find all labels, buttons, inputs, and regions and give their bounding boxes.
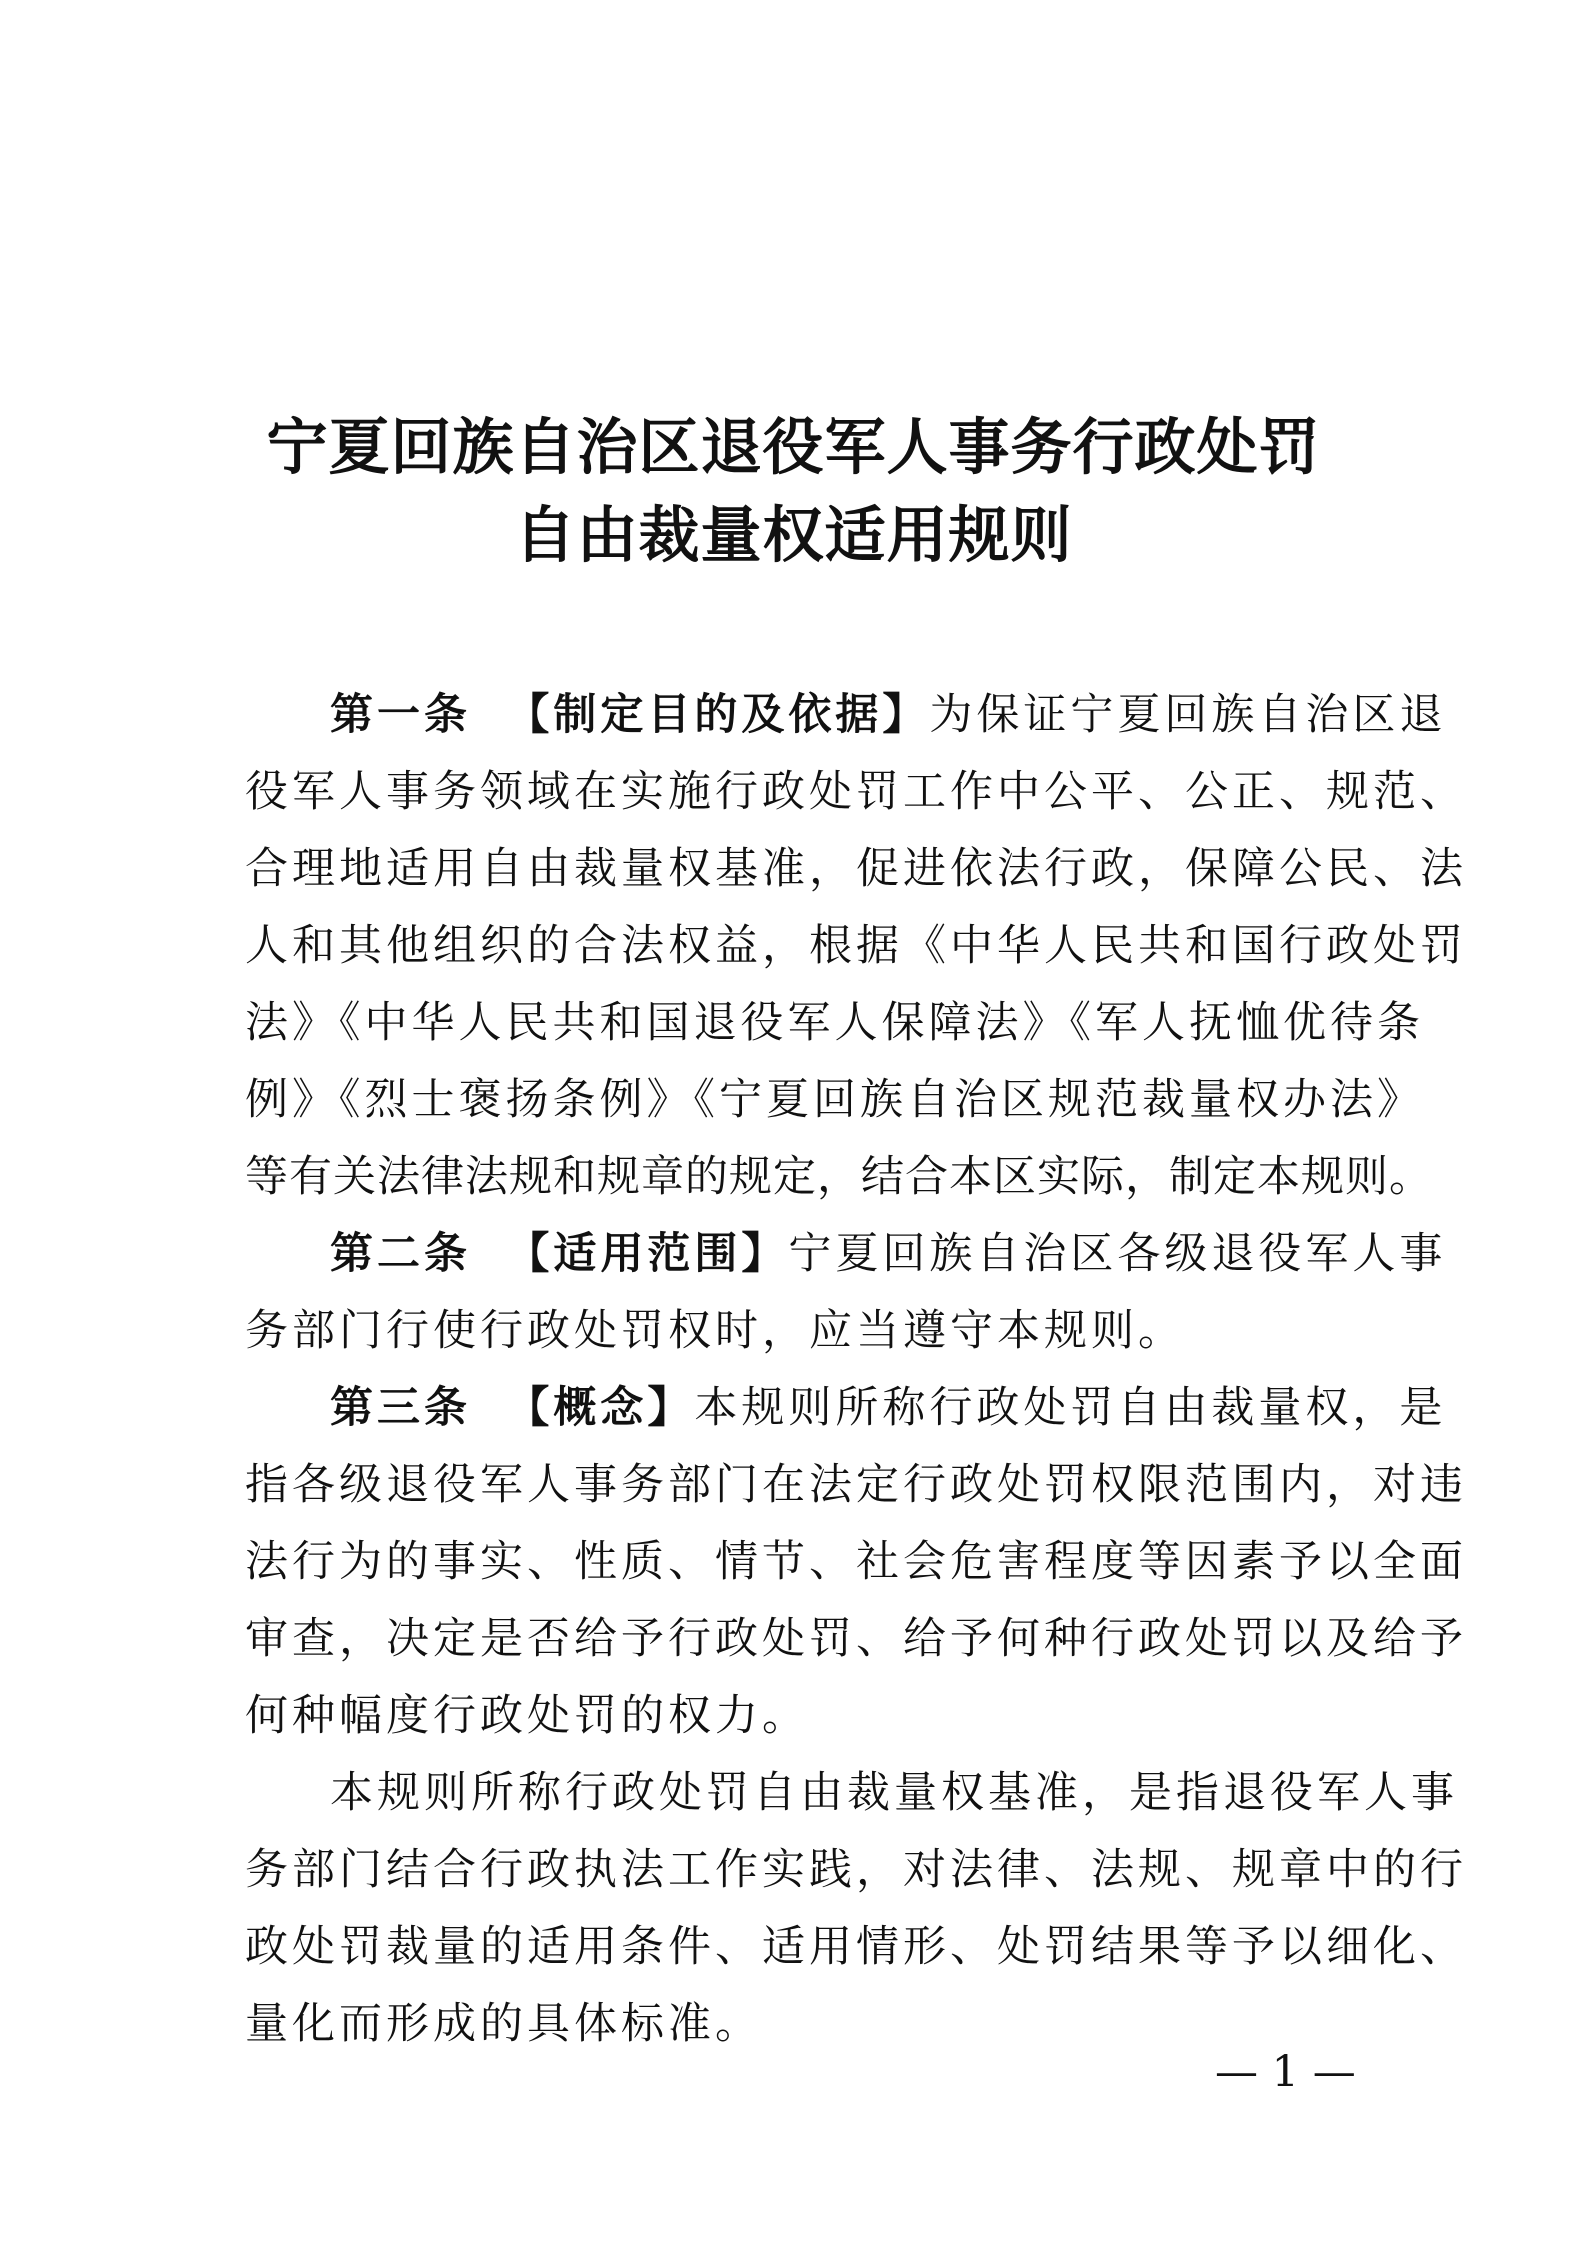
article-3-number: 第三条 — [330, 1383, 471, 1433]
article-3-text-line: 法行为的事实、性质、情节、社会危害程度等因素予以全面 — [245, 1537, 1467, 1587]
article-1-text-line: 例》《烈士褒扬条例》《宁夏回族自治区规范裁量权办法》 — [245, 1075, 1424, 1125]
page-number: — 1 — — [1215, 2047, 1356, 2097]
document-title-line-2: 自由裁量权适用规则 — [514, 500, 1073, 571]
article-3-paragraph-2-line: 量化而形成的具体标准。 — [245, 1999, 762, 2049]
article-3-first-line — [245, 1370, 1447, 1447]
article-2-heading: 【适用范围】 — [506, 1229, 789, 1279]
article-2-number: 第二条 — [330, 1229, 471, 1279]
article-3-text-line: 指各级退役军人事务部门在法定行政处罚权限范围内，对违 — [245, 1460, 1467, 1510]
article-1-heading: 【制定目的及依据】 — [506, 690, 930, 740]
article-1-text-line: 为保证宁夏回族自治区退 — [929, 690, 1447, 740]
article-1-number: 第一条 — [330, 690, 471, 740]
article-2-text-line: 务部门行使行政处罚权时，应当遵守本规则。 — [245, 1306, 1185, 1356]
article-2-text-line: 宁夏回族自治区各级退役军人事 — [788, 1229, 1447, 1279]
article-3-heading: 【概念】 — [506, 1383, 695, 1433]
article-1-text-line: 法》《中华人民共和国退役军人保障法》《军人抚恤优待条 — [245, 998, 1424, 1048]
article-1-text-line: 等有关法律法规和规章的规定，结合本区实际，制定本规则。 — [245, 1152, 1433, 1202]
document-body — [245, 677, 1467, 2063]
article-3-text-line: 审查，决定是否给予行政处罚、给予何种行政处罚以及给予 — [245, 1614, 1467, 1664]
document-title-line-1: 宁夏回族自治区退役军人事务行政处罚 — [266, 412, 1321, 483]
article-2-first-line — [245, 1216, 1447, 1293]
article-1-text-line: 合理地适用自由裁量权基准，促进依法行政，保障公民、法 — [245, 844, 1467, 894]
article-1-text-line: 役军人事务领域在实施行政处罚工作中公平、公正、规范、 — [245, 767, 1467, 817]
article-3-text-line: 何种幅度行政处罚的权力。 — [245, 1691, 809, 1741]
article-3-paragraph-2-line: 务部门结合行政执法工作实践，对法律、法规、规章中的行 — [245, 1845, 1467, 1895]
article-3-text-line: 本规则所称行政处罚自由裁量权，是 — [694, 1383, 1447, 1433]
article-3-paragraph-2-line: 本规则所称行政处罚自由裁量权基准，是指退役军人事 — [330, 1768, 1458, 1818]
article-3-paragraph-2-line: 政处罚裁量的适用条件、适用情形、处罚结果等予以细化、 — [245, 1922, 1467, 1972]
article-1-first-line — [245, 677, 1447, 754]
article-1-text-line: 人和其他组织的合法权益，根据《中华人民共和国行政处罚 — [245, 921, 1467, 971]
